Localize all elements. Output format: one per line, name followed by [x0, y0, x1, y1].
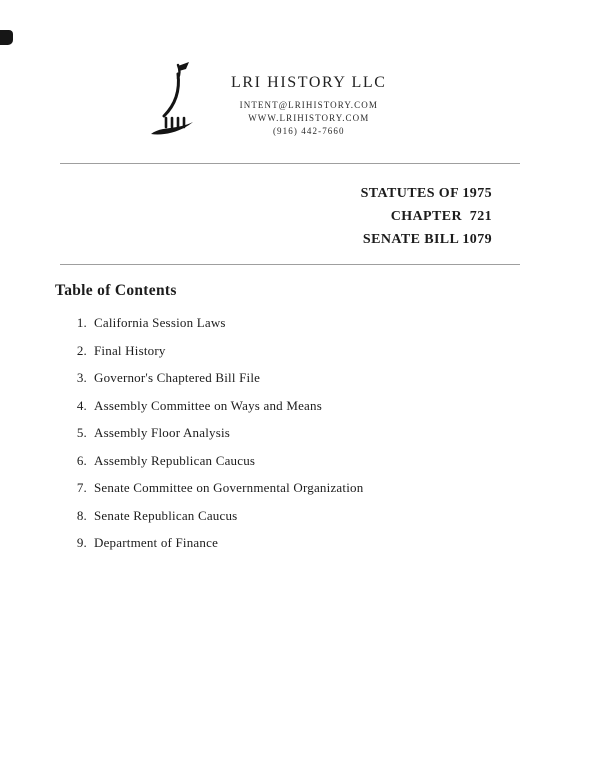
- toc-item: [71, 398, 545, 414]
- chapter-number: CHAPTER 721: [390, 209, 492, 224]
- senate-bill-number: SENATE BILL 1079: [362, 232, 492, 247]
- toc-item: [71, 535, 545, 551]
- main-content: [0, 265, 600, 551]
- toc-item-label: Assembly Republican Caucus: [94, 452, 256, 468]
- toc-item: [71, 315, 545, 331]
- statutes-year: STATUTES OF 1975: [360, 186, 492, 201]
- scan-artifact: [0, 30, 13, 45]
- logo: [147, 60, 201, 136]
- email-text: INTENT@LRIHISTORY.COM: [239, 100, 378, 110]
- toc-item-label: Senate Committee on Governmental Organization: [94, 480, 364, 495]
- calligraphy-quill-icon: [147, 60, 201, 136]
- toc-item-number: 9.: [76, 535, 87, 550]
- toc-item-label: California Session Laws: [94, 315, 226, 330]
- statute-reference-block: [0, 164, 600, 251]
- toc-item-label: Senate Republican Caucus: [94, 507, 238, 523]
- toc-item: [71, 370, 545, 386]
- toc-item: [71, 508, 545, 524]
- toc-item: [71, 343, 545, 359]
- toc-item-label: Governor's Chaptered Bill File: [94, 370, 261, 385]
- website-text: WWW.LRIHISTORY.COM: [248, 113, 370, 123]
- toc-item-number: 4.: [76, 397, 87, 413]
- toc-item-label: Department of Finance: [94, 535, 219, 550]
- contact-block: [231, 60, 387, 138]
- toc-list: [55, 300, 545, 551]
- toc-item: [71, 425, 545, 441]
- toc-item-number: 7.: [76, 480, 87, 495]
- toc-item-number: 3.: [76, 370, 87, 385]
- toc-item: [71, 480, 545, 496]
- toc-item-number: 5.: [76, 425, 87, 440]
- company-name: LRI HISTORY LLC: [231, 74, 387, 91]
- toc-title: Table of Contents: [55, 282, 177, 299]
- toc-item-label: Final History: [94, 342, 166, 358]
- toc-item-label: Assembly Committee on Ways and Means: [94, 397, 322, 413]
- toc-item-number: 2.: [76, 342, 87, 358]
- toc-item-number: 1.: [76, 315, 87, 330]
- toc-item: [71, 453, 545, 469]
- toc-item-number: 6.: [76, 452, 87, 468]
- letterhead: [0, 0, 600, 138]
- toc-item-label: Assembly Floor Analysis: [94, 425, 231, 440]
- toc-item-number: 8.: [76, 507, 87, 523]
- phone-text: (916) 442-7660: [272, 126, 345, 136]
